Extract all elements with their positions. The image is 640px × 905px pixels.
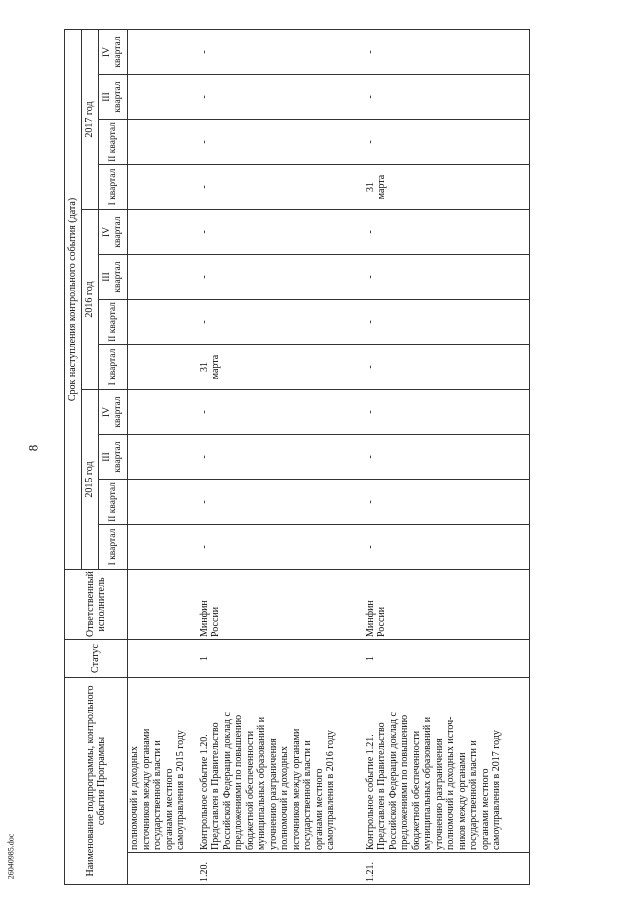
row-deadline-value: 31 марта — [364, 165, 530, 210]
row-deadline-value: - — [198, 210, 364, 255]
row-deadline-value: - — [364, 120, 530, 165]
header-quarter: IV квартал — [99, 29, 128, 74]
page-number: 8 — [25, 444, 41, 452]
row-deadline-value: - — [198, 435, 364, 480]
row-deadline-value — [128, 165, 198, 210]
table-row — [198, 29, 364, 884]
row-deadline-value: - — [364, 300, 530, 345]
row-deadline-value: - — [364, 210, 530, 255]
row-deadline-value: - — [198, 390, 364, 435]
row-deadline-value — [128, 300, 198, 345]
header-quarter: IV квартал — [99, 390, 128, 435]
row-name: Контрольное событие 1.21. Представлен в Правительство Российской Федерации доклад с предложениями по повышению бюджетной обеспеченности муниципальных образований и уточнению разграничения полномочий и доходных источ- ников между органами государственной власти и органами местного самоуправления в 2017 году — [364, 678, 530, 853]
row-deadline-value: - — [364, 480, 530, 525]
row-deadline-value: - — [198, 29, 364, 74]
document-reference: 26040985.doc — [6, 833, 16, 880]
row-deadline-value: - — [364, 435, 530, 480]
table-row — [128, 29, 198, 884]
row-deadline-value: - — [198, 300, 364, 345]
row-deadline-value: - — [198, 75, 364, 120]
header-status: Статус — [65, 640, 128, 678]
row-deadline-value: - — [364, 29, 530, 74]
row-deadline-value: 31 марта — [198, 345, 364, 390]
row-deadline-value — [128, 75, 198, 120]
row-deadline-value: - — [198, 525, 364, 570]
header-year-2016: 2016 год — [82, 210, 99, 390]
row-deadline-value: - — [364, 255, 530, 300]
row-number — [128, 853, 198, 885]
header-name: Наименование подпрограммы, контрольного события Программы — [65, 678, 128, 885]
row-deadline-value — [128, 210, 198, 255]
row-responsible — [128, 570, 198, 640]
row-deadline-value — [128, 525, 198, 570]
header-quarter: II квартал — [99, 120, 128, 165]
table-body — [128, 29, 530, 884]
row-deadline-value — [128, 390, 198, 435]
header-quarter: I квартал — [99, 525, 128, 570]
row-name: Контрольное событие 1.20. Представлен в Правительство Российской Федерации доклад с предложениями по повышению бюджетной обеспеченности муниципальных образований и уточнению разграничения полномочий и доходных источников между органами государственной власти и органами местного самоуправления в 2016 году — [198, 678, 364, 853]
row-deadline-value: - — [364, 75, 530, 120]
row-deadline-value — [128, 480, 198, 525]
row-deadline-value: - — [198, 255, 364, 300]
header-quarter: II квартал — [99, 300, 128, 345]
rotated-table-container — [64, 30, 616, 885]
control-events-table — [64, 29, 530, 885]
row-deadline-value: - — [364, 345, 530, 390]
row-responsible: Минфин России — [364, 570, 530, 640]
row-deadline-value: - — [198, 120, 364, 165]
row-status: 1 — [364, 640, 530, 678]
header-year-2015: 2015 год — [82, 390, 99, 570]
row-deadline-value — [128, 29, 198, 74]
header-quarter: III квартал — [99, 255, 128, 300]
row-status — [128, 640, 198, 678]
row-deadline-value — [128, 120, 198, 165]
header-year-2017: 2017 год — [82, 29, 99, 209]
header-quarter: I квартал — [99, 165, 128, 210]
row-responsible: Минфин России — [198, 570, 364, 640]
row-name: полномочий и доходных источников между органами государственной власти и органами местного самоуправления в 2015 году — [128, 678, 198, 853]
table-row — [364, 29, 530, 884]
header-quarter: II квартал — [99, 480, 128, 525]
header-quarter: IV квартал — [99, 210, 128, 255]
header-deadline: Срок наступления контрольного события (дата) — [65, 29, 82, 569]
row-number: 1.20. — [198, 853, 364, 885]
row-deadline-value — [128, 435, 198, 480]
row-deadline-value — [128, 345, 198, 390]
header-quarter: III квартал — [99, 435, 128, 480]
row-status: 1 — [198, 640, 364, 678]
row-number: 1.21. — [364, 853, 530, 885]
row-deadline-value: - — [198, 480, 364, 525]
header-quarter: I квартал — [99, 345, 128, 390]
header-responsible: Ответственный исполнитель — [65, 570, 128, 640]
row-deadline-value: - — [364, 390, 530, 435]
row-deadline-value: - — [198, 165, 364, 210]
row-deadline-value: - — [364, 525, 530, 570]
header-quarter: III квартал — [99, 75, 128, 120]
row-deadline-value — [128, 255, 198, 300]
